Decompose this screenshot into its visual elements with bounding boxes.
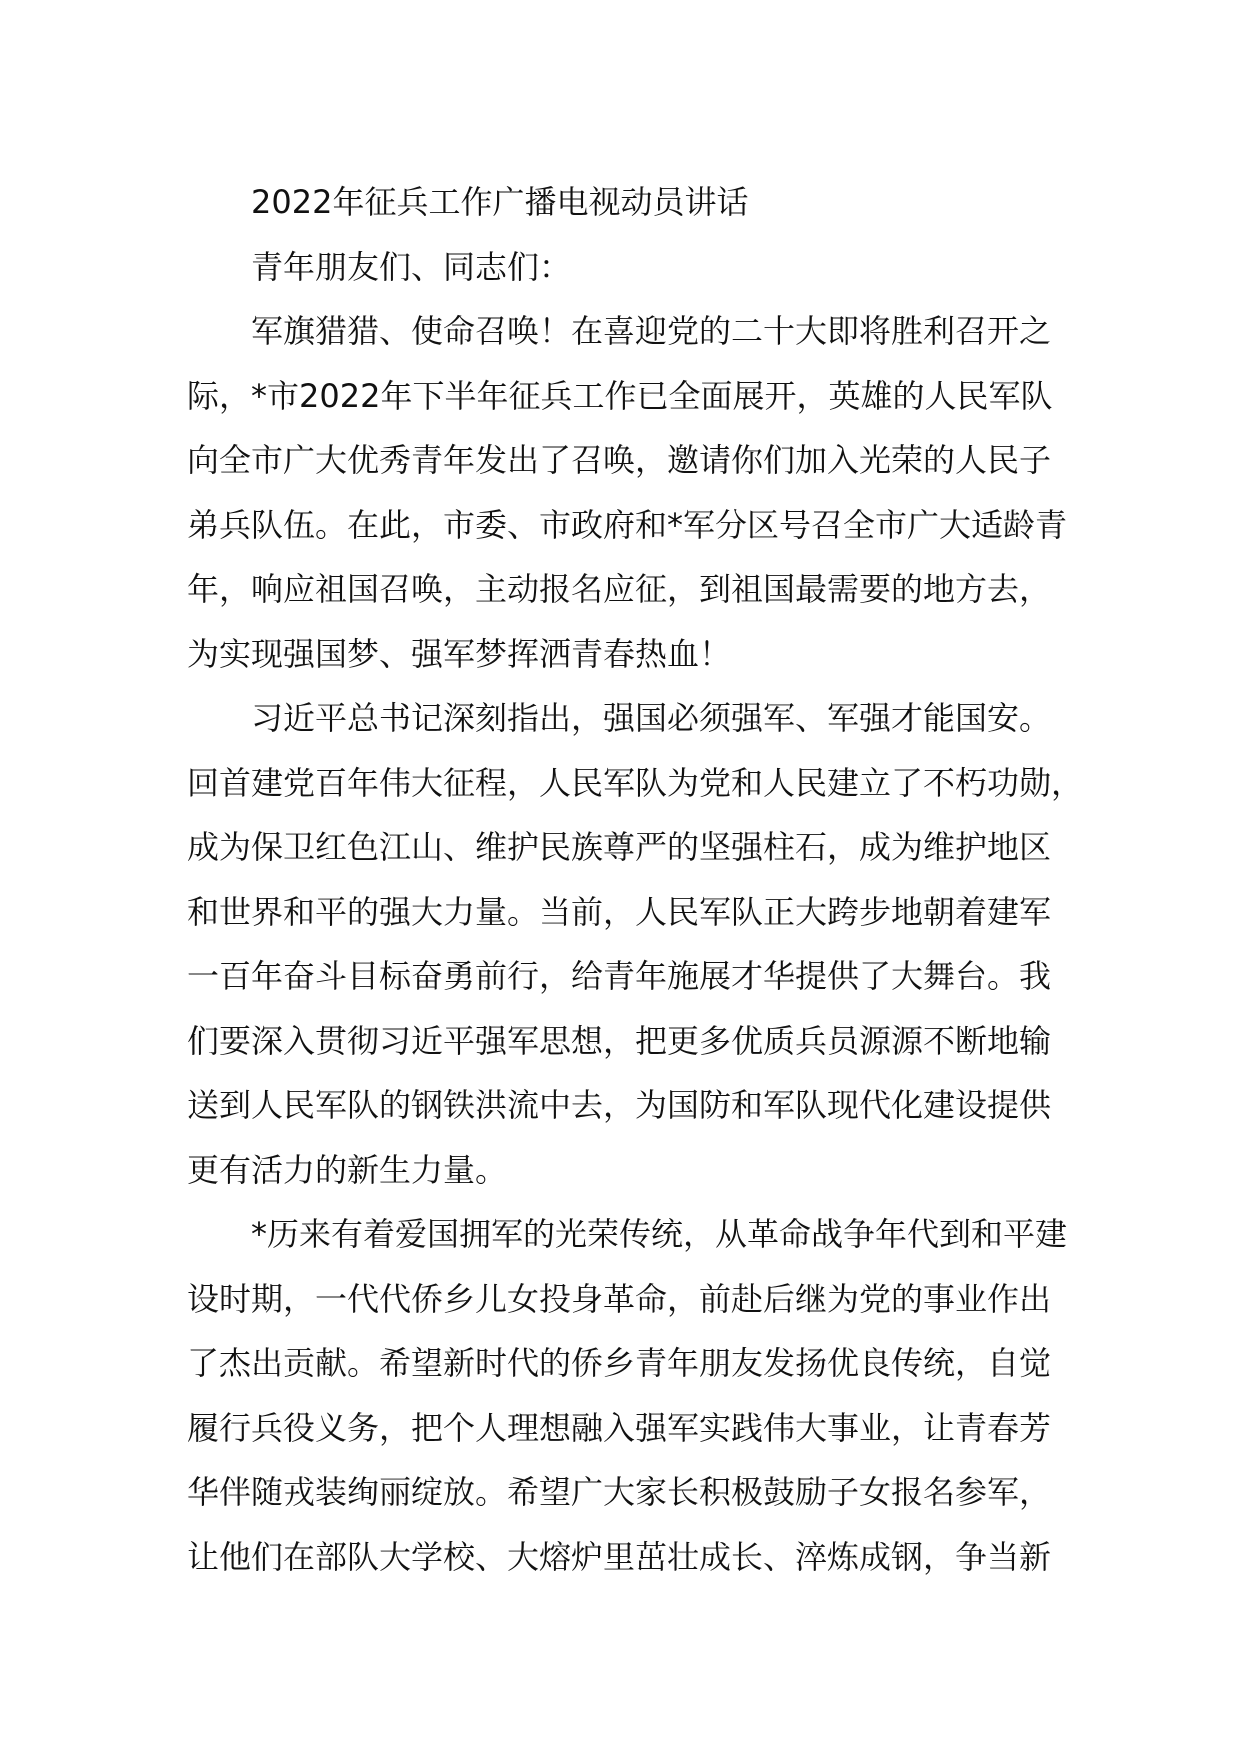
paragraph-1-line-4: 弟兵队伍。在此，市委、市政府和*军分区号召全市广大适龄青: [187, 505, 1068, 544]
paragraph-3-line-1: *历来有着爱国拥军的光荣传统，从革命战争年代到和平建: [251, 1215, 1068, 1253]
paragraph-3-line-6: 让他们在部队大学校、大熔炉里茁壮成长、淬炼成钢，争当新: [187, 1537, 1052, 1576]
paragraph-3-line-5: 华伴随戎装绚丽绽放。希望广大家长积极鼓励子女报名参军，: [187, 1473, 1052, 1511]
paragraph-2-line-5: 一百年奋斗目标奋勇前行，给青年施展才华提供了大舞台。我: [187, 957, 1052, 995]
paragraph-3-line-4: 履行兵役义务，把个人理想融入强军实践伟大事业，让青春芳: [187, 1408, 1052, 1447]
paragraph-1-line-3: 向全市广大优秀青年发出了召唤，邀请你们加入光荣的人民子: [187, 441, 1052, 479]
paragraph-2-line-4: 和世界和平的强大力量。当前，人民军队正大跨步地朝着建军: [187, 892, 1052, 931]
paragraph-3-line-3: 了杰出贡献。希望新时代的侨乡青年朋友发扬优良传统，自觉: [187, 1344, 1052, 1382]
paragraph-2-line-1: 习近平总书记深刻指出，强国必须强军、军强才能国安。: [251, 699, 1052, 737]
paragraph-2-line-6: 们要深入贯彻习近平强军思想，把更多优质兵员源源不断地输: [187, 1021, 1052, 1060]
paragraph-3-line-2: 设时期，一代代侨乡儿女投身革命，前赴后继为党的事业作出: [187, 1279, 1052, 1318]
paragraph-2-line-3: 成为保卫红色江山、维护民族尊严的坚强柱石，成为维护地区: [187, 828, 1052, 866]
document-title: 2022年征兵工作广播电视动员讲话: [251, 183, 749, 221]
paragraph-1-line-6: 为实现强国梦、强军梦挥洒青春热血！: [187, 634, 732, 673]
paragraph-1-line-2: 际，*市2022年下半年征兵工作已全面展开，英雄的人民军队: [187, 376, 1053, 415]
paragraph-1-line-1: 军旗猎猎、使命召唤！在喜迎党的二十大即将胜利召开之: [251, 312, 1052, 350]
paragraph-2-line-2: 回首建党百年伟大征程，人民军队为党和人民建立了不朽功勋，: [187, 763, 1084, 802]
salutation: 青年朋友们、同志们：: [251, 247, 572, 286]
paragraph-2-line-7: 送到人民军队的钢铁洪流中去，为国防和军队现代化建设提供: [187, 1086, 1052, 1124]
paragraph-2-line-8: 更有活力的新生力量。: [187, 1150, 508, 1189]
paragraph-1-line-5: 年，响应祖国召唤，主动报名应征，到祖国最需要的地方去，: [187, 570, 1052, 608]
document-body: [187, 170, 1084, 1589]
